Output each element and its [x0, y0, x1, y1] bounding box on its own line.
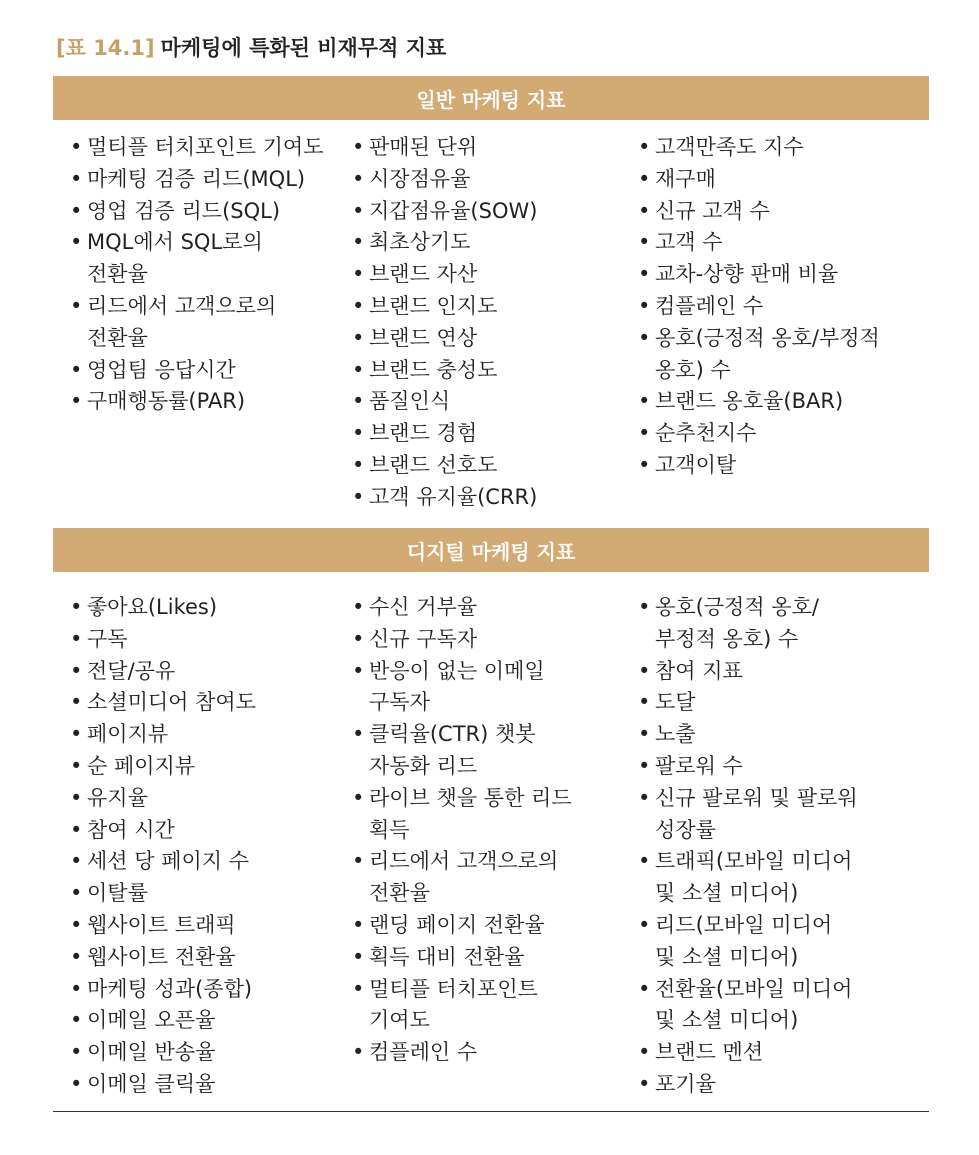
metric-list-item: • 영업팀 응답시간 [70, 355, 345, 387]
metric-list-item: • 이메일 반송율 [70, 1037, 345, 1069]
metric-list-item: • 수신 거부율 [352, 592, 622, 624]
metric-list-item: • 세션 당 페이지 수 [70, 846, 345, 878]
metric-list-item: • 품질인식 [352, 386, 622, 418]
metric-list-item: • 옹호(긍정적 옹호/ 부정적 옹호) 수 [638, 592, 928, 656]
metric-list-item: • 브랜드 충성도 [352, 355, 622, 387]
metric-list-item: • 랜딩 페이지 전환율 [352, 910, 622, 942]
metric-list-item: • 영업 검증 리드(SQL) [70, 196, 345, 228]
metric-list-item: • 클릭율(CTR) 챗봇 자동화 리드 [352, 719, 622, 783]
metric-list-item: • 재구매 [638, 164, 928, 196]
metric-list-item: • 리드에서 고객으로의 전환율 [352, 846, 622, 910]
metric-list-item: • 도달 [638, 687, 928, 719]
metric-list-item: • 고객이탈 [638, 450, 928, 482]
metric-list-item: • 참여 지표 [638, 656, 928, 688]
general-metrics-column-2 [352, 132, 622, 514]
table-number-label: [표 14.1] [56, 36, 155, 60]
metric-list-item: • 브랜드 경험 [352, 418, 622, 450]
metric-list-item: • 구매행동률(PAR) [70, 386, 345, 418]
general-metrics-header: 일반 마케팅 지표 [53, 76, 929, 120]
metric-list-item: • 전달/공유 [70, 656, 345, 688]
metric-list-item: • 판매된 단위 [352, 132, 622, 164]
metric-list-item: • 멀티플 터치포인트 기여도 [352, 974, 622, 1038]
general-metrics-column-3 [638, 132, 928, 482]
metric-list-item: • 교차-상향 판매 비율 [638, 259, 928, 291]
metric-list-item: • 브랜드 옹호율(BAR) [638, 386, 928, 418]
general-metrics-column-1 [70, 132, 345, 418]
table-bottom-rule [53, 1111, 929, 1112]
metric-list-item: • 팔로워 수 [638, 751, 928, 783]
digital-metrics-header: 디지털 마케팅 지표 [53, 528, 929, 572]
metric-list-item: • 노출 [638, 719, 928, 751]
metric-list-item: • 유지율 [70, 783, 345, 815]
metric-list-item: • 브랜드 인지도 [352, 291, 622, 323]
table-title [56, 34, 446, 62]
metric-list-item: • 브랜드 선호도 [352, 450, 622, 482]
digital-metrics-column-3 [638, 592, 928, 1101]
metric-list-item: • 시장점유율 [352, 164, 622, 196]
metric-list-item: • 고객 유지율(CRR) [352, 482, 622, 514]
metric-list-item: • 신규 고객 수 [638, 196, 928, 228]
metric-list-item: • 옹호(긍정적 옹호/부정적 옹호) 수 [638, 323, 928, 387]
metric-list-item: • 라이브 챗을 통한 리드 획득 [352, 783, 622, 847]
metric-list-item: • 신규 구독자 [352, 624, 622, 656]
metric-list-item: • 참여 시간 [70, 815, 345, 847]
metric-list-item: • 웹사이트 트래픽 [70, 910, 345, 942]
metric-list-item: • 리드에서 고객으로의 전환율 [70, 291, 345, 355]
metric-list-item: • 지갑점유율(SOW) [352, 196, 622, 228]
metric-list-item: • 구독 [70, 624, 345, 656]
metric-list-item: • 좋아요(Likes) [70, 592, 345, 624]
metric-list-item: • 획득 대비 전환율 [352, 942, 622, 974]
metric-list-item: • 포기율 [638, 1069, 928, 1101]
metric-list-item: • 트래픽(모바일 미디어 및 소셜 미디어) [638, 846, 928, 910]
metric-list-item: • 컴플레인 수 [352, 1037, 622, 1069]
metric-list-item: • 멀티플 터치포인트 기여도 [70, 132, 345, 164]
metric-list-item: • 반응이 없는 이메일 구독자 [352, 656, 622, 720]
metric-list-item: • 이메일 오픈율 [70, 1005, 345, 1037]
metric-list-item: • 웹사이트 전환율 [70, 942, 345, 974]
metric-list-item: • 브랜드 자산 [352, 259, 622, 291]
metric-list-item: • 소셜미디어 참여도 [70, 687, 345, 719]
metric-list-item: • 신규 팔로워 및 팔로워 성장률 [638, 783, 928, 847]
metric-list-item: • 이탈률 [70, 878, 345, 910]
metric-list-item: • 순추천지수 [638, 418, 928, 450]
metric-list-item: • 최초상기도 [352, 227, 622, 259]
metric-list-item: • 고객만족도 지수 [638, 132, 928, 164]
metric-list-item: • 고객 수 [638, 227, 928, 259]
metric-list-item: • 브랜드 멘션 [638, 1037, 928, 1069]
table-title-text: 마케팅에 특화된 비재무적 지표 [160, 36, 447, 60]
digital-metrics-column-1 [70, 592, 345, 1101]
metric-list-item: • 마케팅 성과(종합) [70, 974, 345, 1006]
metric-list-item: • 순 페이지뷰 [70, 751, 345, 783]
metric-list-item: • 이메일 클릭율 [70, 1069, 345, 1101]
metric-list-item: • 페이지뷰 [70, 719, 345, 751]
metric-list-item: • 컴플레인 수 [638, 291, 928, 323]
metric-list-item: • MQL에서 SQL로의 전환율 [70, 227, 345, 291]
digital-metrics-column-2 [352, 592, 622, 1069]
metric-list-item: • 리드(모바일 미디어 및 소셜 미디어) [638, 910, 928, 974]
metric-list-item: • 브랜드 연상 [352, 323, 622, 355]
metric-list-item: • 마케팅 검증 리드(MQL) [70, 164, 345, 196]
metric-list-item: • 전환율(모바일 미디어 및 소셜 미디어) [638, 974, 928, 1038]
